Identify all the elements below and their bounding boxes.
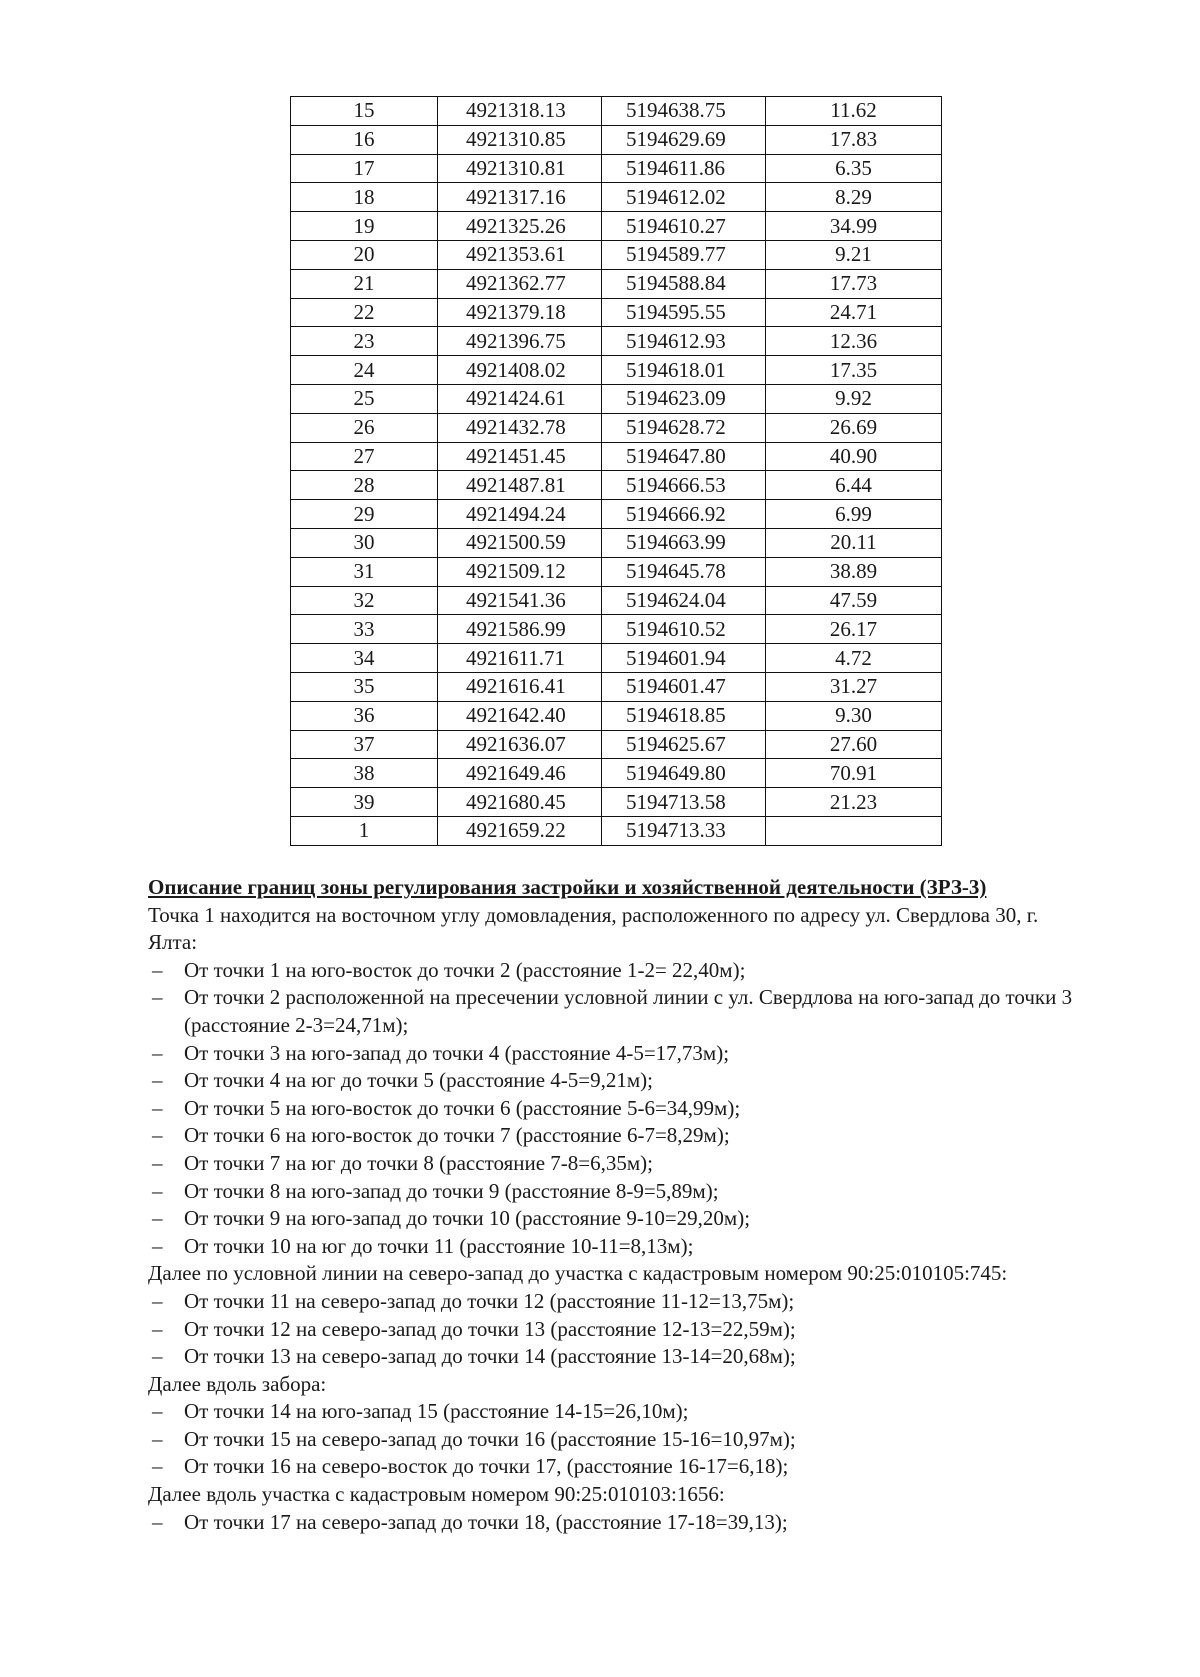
distance-cell <box>766 816 942 845</box>
table-row <box>291 413 942 442</box>
distance-cell: 38.89 <box>766 557 942 586</box>
list-item <box>148 1095 1088 1123</box>
distance-cell: 17.73 <box>766 269 942 298</box>
list-dash: – <box>152 1178 163 1203</box>
point-number-cell: 34 <box>291 644 438 673</box>
list-item-text: От точки 11 на северо-запад до точки 12 (расстояние 11-12=13,75м); <box>184 1288 795 1313</box>
paragraph: Далее вдоль забора: <box>148 1371 327 1396</box>
y-coordinate-cell: 5194610.27 <box>602 212 766 241</box>
y-coordinate-cell: 5194612.93 <box>602 327 766 356</box>
point-number-cell: 30 <box>291 528 438 557</box>
table-row <box>291 240 942 269</box>
table-row <box>291 384 942 413</box>
table-row <box>291 356 942 385</box>
list-dash: – <box>152 1040 163 1065</box>
list-item-text: От точки 9 на юго-запад до точки 10 (расстояние 9-10=29,20м); <box>184 1206 751 1231</box>
table-row <box>291 212 942 241</box>
list-item <box>148 1509 1088 1537</box>
list-item <box>148 1426 1088 1454</box>
x-coordinate-cell: 4921310.81 <box>438 154 602 183</box>
point-number-cell: 23 <box>291 327 438 356</box>
distance-cell: 40.90 <box>766 442 942 471</box>
table-row <box>291 759 942 788</box>
table-row <box>291 701 942 730</box>
list-item-text: От точки 1 на юго-восток до точки 2 (расстояние 1-2= 22,40м); <box>184 957 746 982</box>
steps-list <box>148 957 1088 1261</box>
x-coordinate-cell: 4921611.71 <box>438 644 602 673</box>
list-item-text: От точки 14 на юго-запад 15 (расстояние 14-15=26,10м); <box>184 1399 689 1424</box>
table-row <box>291 327 942 356</box>
table-row <box>291 816 942 845</box>
x-coordinate-cell: 4921325.26 <box>438 212 602 241</box>
y-coordinate-cell: 5194647.80 <box>602 442 766 471</box>
y-coordinate-cell: 5194611.86 <box>602 154 766 183</box>
x-coordinate-cell: 4921509.12 <box>438 557 602 586</box>
y-coordinate-cell: 5194601.94 <box>602 644 766 673</box>
distance-cell: 11.62 <box>766 97 942 126</box>
table-row <box>291 586 942 615</box>
table-row <box>291 788 942 817</box>
table-row <box>291 644 942 673</box>
list-item <box>148 1233 1088 1261</box>
point-number-cell: 16 <box>291 125 438 154</box>
distance-cell: 9.21 <box>766 240 942 269</box>
y-coordinate-cell: 5194638.75 <box>602 97 766 126</box>
point-number-cell: 25 <box>291 384 438 413</box>
table-row <box>291 615 942 644</box>
x-coordinate-cell: 4921487.81 <box>438 471 602 500</box>
list-item <box>148 984 1088 1039</box>
table-row <box>291 442 942 471</box>
list-item-text: От точки 15 на северо-запад до точки 16 (расстояние 15-16=10,97м); <box>184 1426 796 1451</box>
list-item <box>148 1150 1088 1178</box>
y-coordinate-cell: 5194589.77 <box>602 240 766 269</box>
list-dash: – <box>152 1233 163 1258</box>
list-dash: – <box>152 1509 163 1534</box>
distance-cell: 31.27 <box>766 672 942 701</box>
list-item-text: От точки 10 на юг до точки 11 (расстояние 10-11=8,13м); <box>184 1233 694 1258</box>
y-coordinate-cell: 5194623.09 <box>602 384 766 413</box>
list-dash: – <box>152 1206 163 1231</box>
x-coordinate-cell: 4921500.59 <box>438 528 602 557</box>
x-coordinate-cell: 4921541.36 <box>438 586 602 615</box>
distance-cell: 27.60 <box>766 730 942 759</box>
distance-cell: 8.29 <box>766 183 942 212</box>
x-coordinate-cell: 4921396.75 <box>438 327 602 356</box>
distance-cell: 24.71 <box>766 298 942 327</box>
point-number-cell: 32 <box>291 586 438 615</box>
list-item <box>148 1178 1088 1206</box>
table-row <box>291 183 942 212</box>
x-coordinate-cell: 4921318.13 <box>438 97 602 126</box>
x-coordinate-cell: 4921379.18 <box>438 298 602 327</box>
y-coordinate-cell: 5194666.53 <box>602 471 766 500</box>
steps-list <box>148 1509 1088 1537</box>
point-number-cell: 26 <box>291 413 438 442</box>
list-dash: – <box>152 1399 163 1424</box>
list-item <box>148 1122 1088 1150</box>
boundary-description <box>148 874 1088 1536</box>
paragraph: Точка 1 находится на восточном углу домовладения, расположенного по адресу ул. Свердлова 30, г. Ялта: <box>148 902 1039 955</box>
point-number-cell: 22 <box>291 298 438 327</box>
list-dash: – <box>152 1316 163 1341</box>
x-coordinate-cell: 4921424.61 <box>438 384 602 413</box>
list-dash: – <box>152 985 163 1010</box>
list-item-text: От точки 3 на юго-запад до точки 4 (расстояние 4-5=17,73м); <box>184 1040 730 1065</box>
list-item-text: От точки 6 на юго-восток до точки 7 (расстояние 6-7=8,29м); <box>184 1123 730 1148</box>
y-coordinate-cell: 5194663.99 <box>602 528 766 557</box>
point-number-cell: 33 <box>291 615 438 644</box>
steps-list <box>148 1288 1088 1371</box>
point-number-cell: 27 <box>291 442 438 471</box>
point-number-cell: 20 <box>291 240 438 269</box>
list-dash: – <box>152 1123 163 1148</box>
list-dash: – <box>152 1454 163 1479</box>
steps-list <box>148 1398 1088 1481</box>
coordinates-table-body <box>291 97 942 846</box>
point-number-cell: 21 <box>291 269 438 298</box>
list-dash: – <box>152 1068 163 1093</box>
point-number-cell: 24 <box>291 356 438 385</box>
list-dash: – <box>152 1150 163 1175</box>
distance-cell: 4.72 <box>766 644 942 673</box>
list-item-text: От точки 8 на юго-запад до точки 9 (расстояние 8-9=5,89м); <box>184 1178 719 1203</box>
distance-cell: 6.35 <box>766 154 942 183</box>
point-number-cell: 35 <box>291 672 438 701</box>
list-item <box>148 1453 1088 1481</box>
list-item-text: От точки 7 на юг до точки 8 (расстояние 7-8=6,35м); <box>184 1150 653 1175</box>
list-item <box>148 1398 1088 1426</box>
distance-cell: 6.99 <box>766 500 942 529</box>
y-coordinate-cell: 5194618.01 <box>602 356 766 385</box>
list-item-text: От точки 12 на северо-запад до точки 13 (расстояние 12-13=22,59м); <box>184 1316 796 1341</box>
table-row <box>291 672 942 701</box>
point-number-cell: 28 <box>291 471 438 500</box>
table-row <box>291 500 942 529</box>
section-heading: Описание границ зоны регулирования застройки и хозяйственной деятельности (ЗРЗ-3) <box>148 875 987 899</box>
y-coordinate-cell: 5194666.92 <box>602 500 766 529</box>
x-coordinate-cell: 4921680.45 <box>438 788 602 817</box>
y-coordinate-cell: 5194645.78 <box>602 557 766 586</box>
list-item-text: От точки 4 на юг до точки 5 (расстояние 4-5=9,21м); <box>184 1068 653 1093</box>
table-row <box>291 269 942 298</box>
y-coordinate-cell: 5194612.02 <box>602 183 766 212</box>
x-coordinate-cell: 4921310.85 <box>438 125 602 154</box>
x-coordinate-cell: 4921642.40 <box>438 701 602 730</box>
distance-cell: 47.59 <box>766 586 942 615</box>
list-item-text: От точки 16 на северо-восток до точки 17, (расстояние 16-17=6,18); <box>184 1454 789 1479</box>
distance-cell: 6.44 <box>766 471 942 500</box>
point-number-cell: 1 <box>291 816 438 845</box>
y-coordinate-cell: 5194649.80 <box>602 759 766 788</box>
paragraph: Далее вдоль участка с кадастровым номером 90:25:010103:1656: <box>148 1482 725 1507</box>
list-item <box>148 1040 1088 1068</box>
y-coordinate-cell: 5194624.04 <box>602 586 766 615</box>
table-row <box>291 125 942 154</box>
table-row <box>291 730 942 759</box>
x-coordinate-cell: 4921616.41 <box>438 672 602 701</box>
list-item <box>148 1205 1088 1233</box>
x-coordinate-cell: 4921659.22 <box>438 816 602 845</box>
list-item <box>148 1316 1088 1344</box>
list-dash: – <box>152 1344 163 1369</box>
distance-cell: 34.99 <box>766 212 942 241</box>
y-coordinate-cell: 5194618.85 <box>602 701 766 730</box>
x-coordinate-cell: 4921317.16 <box>438 183 602 212</box>
y-coordinate-cell: 5194601.47 <box>602 672 766 701</box>
coordinates-table <box>290 96 942 846</box>
list-item-text: От точки 13 на северо-запад до точки 14 (расстояние 13-14=20,68м); <box>184 1344 796 1369</box>
point-number-cell: 39 <box>291 788 438 817</box>
list-item <box>148 1067 1088 1095</box>
list-item-text: От точки 5 на юго-восток до точки 6 (расстояние 5-6=34,99м); <box>184 1095 741 1120</box>
distance-cell: 20.11 <box>766 528 942 557</box>
x-coordinate-cell: 4921636.07 <box>438 730 602 759</box>
list-item <box>148 1288 1088 1316</box>
distance-cell: 12.36 <box>766 327 942 356</box>
distance-cell: 9.92 <box>766 384 942 413</box>
list-dash: – <box>152 1095 163 1120</box>
point-number-cell: 37 <box>291 730 438 759</box>
table-row <box>291 298 942 327</box>
point-number-cell: 17 <box>291 154 438 183</box>
distance-cell: 17.83 <box>766 125 942 154</box>
table-row <box>291 97 942 126</box>
list-item-text: От точки 2 расположенной на пресечении условной линии с ул. Свердлова на юго-запад до точки 3 (расстояние 2-3=24,71м); <box>184 985 1073 1037</box>
list-dash: – <box>152 1288 163 1313</box>
distance-cell: 9.30 <box>766 701 942 730</box>
y-coordinate-cell: 5194628.72 <box>602 413 766 442</box>
point-number-cell: 18 <box>291 183 438 212</box>
x-coordinate-cell: 4921494.24 <box>438 500 602 529</box>
y-coordinate-cell: 5194713.33 <box>602 816 766 845</box>
y-coordinate-cell: 5194610.52 <box>602 615 766 644</box>
x-coordinate-cell: 4921451.45 <box>438 442 602 471</box>
point-number-cell: 31 <box>291 557 438 586</box>
y-coordinate-cell: 5194625.67 <box>602 730 766 759</box>
x-coordinate-cell: 4921408.02 <box>438 356 602 385</box>
y-coordinate-cell: 5194713.58 <box>602 788 766 817</box>
x-coordinate-cell: 4921353.61 <box>438 240 602 269</box>
x-coordinate-cell: 4921586.99 <box>438 615 602 644</box>
list-item-text: От точки 17 на северо-запад до точки 18, (расстояние 17-18=39,13); <box>184 1509 788 1534</box>
distance-cell: 17.35 <box>766 356 942 385</box>
table-row <box>291 154 942 183</box>
distance-cell: 26.69 <box>766 413 942 442</box>
distance-cell: 70.91 <box>766 759 942 788</box>
x-coordinate-cell: 4921649.46 <box>438 759 602 788</box>
list-item <box>148 957 1088 985</box>
distance-cell: 26.17 <box>766 615 942 644</box>
y-coordinate-cell: 5194595.55 <box>602 298 766 327</box>
x-coordinate-cell: 4921432.78 <box>438 413 602 442</box>
point-number-cell: 36 <box>291 701 438 730</box>
distance-cell: 21.23 <box>766 788 942 817</box>
list-dash: – <box>152 957 163 982</box>
paragraph: Далее по условной линии на северо-запад до участка с кадастровым номером 90:25:010105:745: <box>148 1261 1008 1286</box>
table-row <box>291 471 942 500</box>
list-item <box>148 1343 1088 1371</box>
point-number-cell: 19 <box>291 212 438 241</box>
table-row <box>291 528 942 557</box>
x-coordinate-cell: 4921362.77 <box>438 269 602 298</box>
point-number-cell: 38 <box>291 759 438 788</box>
list-dash: – <box>152 1426 163 1451</box>
point-number-cell: 29 <box>291 500 438 529</box>
table-row <box>291 557 942 586</box>
description-blocks <box>148 902 1088 1537</box>
point-number-cell: 15 <box>291 97 438 126</box>
y-coordinate-cell: 5194629.69 <box>602 125 766 154</box>
y-coordinate-cell: 5194588.84 <box>602 269 766 298</box>
